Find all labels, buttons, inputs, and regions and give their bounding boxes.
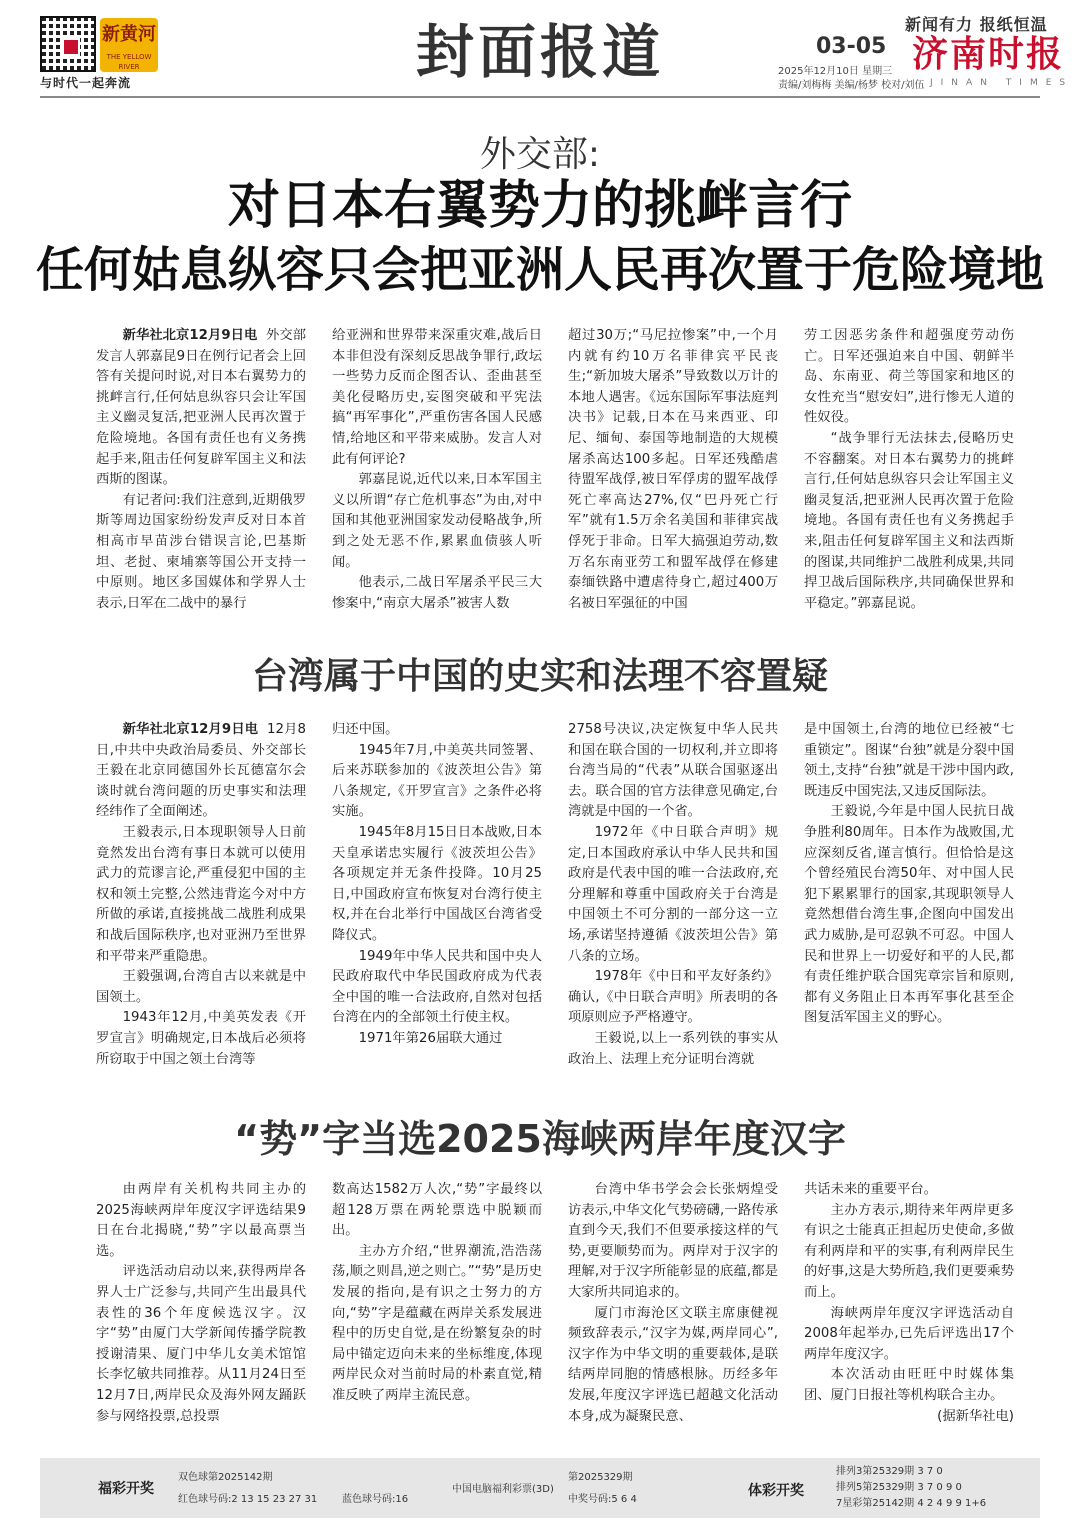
pl5-result: 排列5第25329期 3 7 0 9 0: [836, 1482, 962, 1493]
story2-column-2: [332, 720, 542, 1050]
story1-paragraph: 有记者问:我们注意到,近期俄罗斯等周边国家纷纷发声反对日本首相高市早苗涉台错误言论,巴基斯坦、老挝、柬埔寨等国公开支持一中原则。地区多国媒体和学界人士表示,日军在二战中的暴行: [96, 492, 306, 611]
story2-paragraph: 1945年8月15日日本战败,日本天皇承诺忠实履行《波茨坦公告》各项规定并无条件投降。10月25日,中国政府宣布恢复对台湾行使主权,并在台北举行中国战区台湾省受降仪式。: [332, 824, 542, 943]
story1-dateline: 新华社北京12月9日电: [122, 328, 258, 343]
story2-paragraph: 王毅说,以上一系列铁的事实从政治上、法理上充分证明台湾就: [568, 1030, 778, 1067]
header-divider: [40, 96, 1040, 98]
story2-column-4: [804, 720, 1014, 1029]
story2-paragraph: 1945年7月,中美英共同签署、后来苏联参加的《波茨坦公告》第八条规定,《开罗宣言》之条件必将实施。: [332, 742, 542, 820]
story3-paragraph: 主办方介绍,“世界潮流,浩浩荡荡,顺之则昌,逆之则亡。”“势”是历史发展的指向,是有识之士努力的方向,“势”字是蕴藏在两岸关系发展进程中的历史自觉,是在纷繁复杂的时局中锚定迈向未来的坐标维度,体现两岸民众对当前时局的朴素直觉,精准反映了两岸主流民意。: [332, 1243, 542, 1403]
story2-paragraph: 1971年第26届联大通过: [358, 1030, 503, 1046]
story3-credit: (据新华社电): [937, 1408, 1014, 1424]
story3-paragraph: 海峡两岸年度汉字评选活动自2008年起举办,已先后评选出17个两岸年度汉字。: [804, 1305, 1014, 1362]
ssq-blue-number: 蓝色球号码:16: [342, 1494, 409, 1505]
story2-paragraph: 2758号决议,决定恢复中华人民共和国在联合国的一切权利,并立即将台湾当局的“代表”从联合国驱逐出去。联合国的官方法律意见确定,台湾就是中国的一个省。: [568, 722, 778, 820]
qxc-result: 7星彩第25142期 4 2 4 9 9 1+6: [836, 1498, 987, 1509]
story2-paragraph: 王毅强调,台湾自古以来就是中国领土。: [96, 969, 306, 1005]
story3-column-2: [332, 1180, 542, 1407]
story1-paragraph: 超过30万;“马尼拉惨案”中,一个月内就有约10万名菲律宾平民丧生;“新加坡大屠杀”导致数以万计的本地人遇害。《远东国际军事法庭判决书》记载,日本在马来西亚、印尼、缅甸、泰国等地制造的大规模屠杀高达100多起。日军还残酷虐待盟军战俘,被日军俘虏的盟军战俘死亡率高达27%,仅“巴丹死亡行军”就有1.5万余名美国和菲律宾战俘死于非命。日军大搞强迫劳动,数万名东南亚劳工和盟军战俘在修建泰缅铁路中遭虐待身亡,超过400万名被日军强征的中国: [568, 328, 778, 611]
brand-logo-text: 新黄河: [102, 24, 156, 45]
story3-paragraph: 本次活动由旺旺中时媒体集团、厦门日报社等机构联合主办。: [804, 1367, 1014, 1403]
masthead-logo: 济南时报: [912, 33, 1065, 75]
story2-paragraph: 归还中国。: [332, 722, 399, 737]
editor-credits: 责编/刘梅梅 美编/杨梦 校对/刘伍: [778, 80, 925, 91]
story3-paragraph: 台湾中华书学会会长张炳煌受访表示,中华文化气势磅礴,一路传承直到今天,我们不但要承接这样的气势,更要顺势而为。两岸对于汉字的理解,对于汉字所能彰显的底蕴,都是大家所共同追求的。: [568, 1182, 778, 1300]
fc3d-numbers: 中奖号码:5 6 4: [568, 1494, 637, 1505]
story3-paragraph: 厦门市海沧区文联主席康健视频致辞表示,“汉字为媒,两岸同心”,汉字作为中华文明的重要载体,是联结两岸同胞的情感根脉。历经多年发展,年度汉字评选已超越文化活动本身,成为凝聚民意、: [568, 1305, 778, 1424]
lottery-results-bar: [40, 1458, 1040, 1518]
story3-headline: “势”字当选2025海峡两岸年度汉字: [234, 1117, 846, 1161]
page-number: 03-05: [816, 34, 887, 59]
story1-column-2: [332, 326, 542, 614]
story1-paragraph: 他表示,二战日军屠杀平民三大惨案中,“南京大屠杀”被害人数: [332, 575, 542, 611]
welfare-lottery-title: 福彩开奖: [98, 1481, 154, 1497]
issue-date: 2025年12月10日 星期三: [778, 66, 893, 77]
story1-paragraph: 外交部发言人郭嘉昆9日在例行记者会上回答有关提问时说,对日本右翼势力的挑衅言行,任何姑息纵容只会让军国主义幽灵复活,把亚洲人民再次置于危险境地。各国有责任也有义务携起手来,阻击任何复辟军国主义和法西斯的图谋。: [96, 328, 306, 488]
slogan: 与时代一起奔流: [40, 76, 132, 90]
story2-paragraph: 王毅说,今年是中国人民抗日战争胜利80周年。日本作为战败国,尤应深刻反省,谨言慎行。但恰恰是这个曾经殖民台湾50年、对中国人民犯下累累罪行的国家,其现职领导人竟然想借台湾生事,企图向中国发出武力威胁,是可忍孰不可忍。中国人民和世界上一切爱好和平的人民,都有责任维护联合国宪章宗旨和原则,都有义务阻止日本再军事化甚至企图复活军国主义的野心。: [804, 804, 1014, 1026]
fc3d-name: 中国电脑福利彩票(3D): [452, 1484, 554, 1495]
story2-paragraph: 1972年《中日联合声明》规定,日本国政府承认中华人民共和国政府是代表中国的唯一合法政府,充分理解和尊重中国政府关于台湾是中国领土不可分割的一部分这一立场,承诺坚持遵循《波茨坦公告》第八条的立场。: [568, 824, 778, 964]
story1-column-1: [96, 326, 306, 614]
story2-column-1: [96, 720, 306, 1070]
story2-paragraph: 1949年中华人民共和国中央人民政府取代中华民国政府成为代表全中国的唯一合法政府,自然对包括台湾在内的全部领土行使主权。: [332, 948, 542, 1026]
story1-paragraph: “战争罪行无法抹去,侵略历史不容翻案。对日本右翼势力的挑衅言行,任何姑息纵容只会让军国主义幽灵复活,把亚洲人民再次置于危险境地。各国有责任也有义务携起手来,阻击任何复辟军国主义和法西斯的图谋,共同维护二战胜利成果,共同捍卫战后国际秩序,共同确保世界和平稳定。”郭嘉昆说。: [804, 430, 1014, 611]
story2-paragraph: 1978年《中日和平友好条约》确认,《中日联合声明》所表明的各项原则应予严格遵守。: [568, 969, 778, 1026]
fc3d-issue: 第2025329期: [568, 1472, 633, 1483]
story3-paragraph: 由两岸有关机构共同主办的2025海峡两岸年度汉字评选结果9日在台北揭晓,“势”字以最高票当选。: [96, 1182, 306, 1259]
story2-paragraph: 1943年12月,中美英发表《开罗宣言》明确规定,日本战后必须将所窃取于中国之领土台湾等: [96, 1010, 306, 1067]
story3-paragraph: 主办方表示,期待来年两岸更多有识之士能真正担起历史使命,多做有利两岸和平的实事,有利两岸民生的好事,这是大势所趋,我们更要乘势而上。: [804, 1202, 1014, 1300]
story2-column-3: [568, 720, 778, 1070]
ssq-red-numbers: 红色球号码:2 13 15 23 27 31: [178, 1494, 318, 1505]
story3-column-3: [568, 1180, 778, 1427]
story2-paragraph: 12月8日,中共中央政治局委员、外交部长王毅在北京同德国外长瓦德富尔会谈时就台湾问题的历史事实和法理经纬作了全面阐述。: [96, 722, 306, 820]
story1-headline-1: 对日本右翼势力的挑衅言行: [227, 176, 852, 236]
story2-dateline: 新华社北京12月9日电: [122, 722, 259, 737]
section-title: 封面报道: [415, 18, 664, 86]
masthead-motto: 新闻有力 报纸恒温: [905, 15, 1048, 34]
story1-paragraph: 郭嘉昆说,近代以来,日本军国主义以所谓“存亡危机事态”为由,对中国和其他亚洲国家发动侵略战争,所到之处无恶不作,累累血债骇人听闻。: [332, 472, 542, 570]
story3-paragraph: 数高达1582万人次,“势”字最终以超128万票在两轮票选中脱颖而出。: [332, 1182, 542, 1239]
story1-column-4: [804, 326, 1014, 614]
story2-headline: 台湾属于中国的史实和法理不容置疑: [251, 656, 828, 697]
sports-lottery-title: 体彩开奖: [748, 1483, 804, 1499]
story3-paragraph: 评选活动启动以来,获得两岸各界人士广泛参与,共同产生出最具代表性的36个年度候选汉字。汉字“势”由厦门大学新闻传播学院教授谢清果、厦门中华儿女美术馆馆长李忆敏共同推荐。从11月24日至12月7日,两岸民众及海外网友踊跃参与网络投票,总投票: [96, 1264, 306, 1424]
brand-logo-sub: THE YELLOW RIVER: [106, 53, 152, 71]
story3-paragraph: 共话未来的重要平台。: [804, 1182, 937, 1197]
story1-kicker: 外交部:: [479, 134, 601, 175]
story1-paragraph: 劳工因恶劣条件和超强度劳动伤亡。日军还强迫来自中国、朝鲜半岛、东南亚、荷兰等国家和地区的女性充当“慰安妇”,进行惨无人道的性奴役。: [804, 328, 1014, 426]
story2-paragraph: 是中国领土,台湾的地位已经被“七重锁定”。图谋“台独”就是分裂中国领土,支持“台独”就是干涉中国内政,既违反中国宪法,又违反国际法。: [804, 722, 1014, 799]
story3-column-1: [96, 1180, 306, 1427]
story2-paragraph: 王毅表示,日本现职领导人日前竟然发出台湾有事日本就可以使用武力的荒谬言论,严重侵犯中国的主权和领土完整,公然违背迄今对中方所做的承诺,直接挑战二战胜利成果和战后国际秩序,也对亚洲乃至世界和平带来严重隐患。: [96, 824, 306, 964]
masthead-english: JINAN TIMES: [930, 78, 1074, 88]
story1-paragraph: 给亚洲和世界带来深重灾难,战后日本非但没有深刻反思战争罪行,政坛一些势力反而企图否认、歪曲甚至美化侵略历史,妄图突破和平宪法搞“再军事化”,严重伤害各国人民感情,给地区和平带来威胁。发言人对此有何评论?: [332, 328, 542, 467]
pl3-result: 排列3第25329期 3 7 0: [836, 1466, 943, 1477]
story3-column-4: [804, 1180, 1014, 1427]
story1-column-3: [568, 326, 778, 614]
ssq-issue: 双色球第2025142期: [178, 1472, 273, 1483]
story1-headline-2: 任何姑息纵容只会把亚洲人民再次置于危险境地: [35, 242, 1044, 298]
